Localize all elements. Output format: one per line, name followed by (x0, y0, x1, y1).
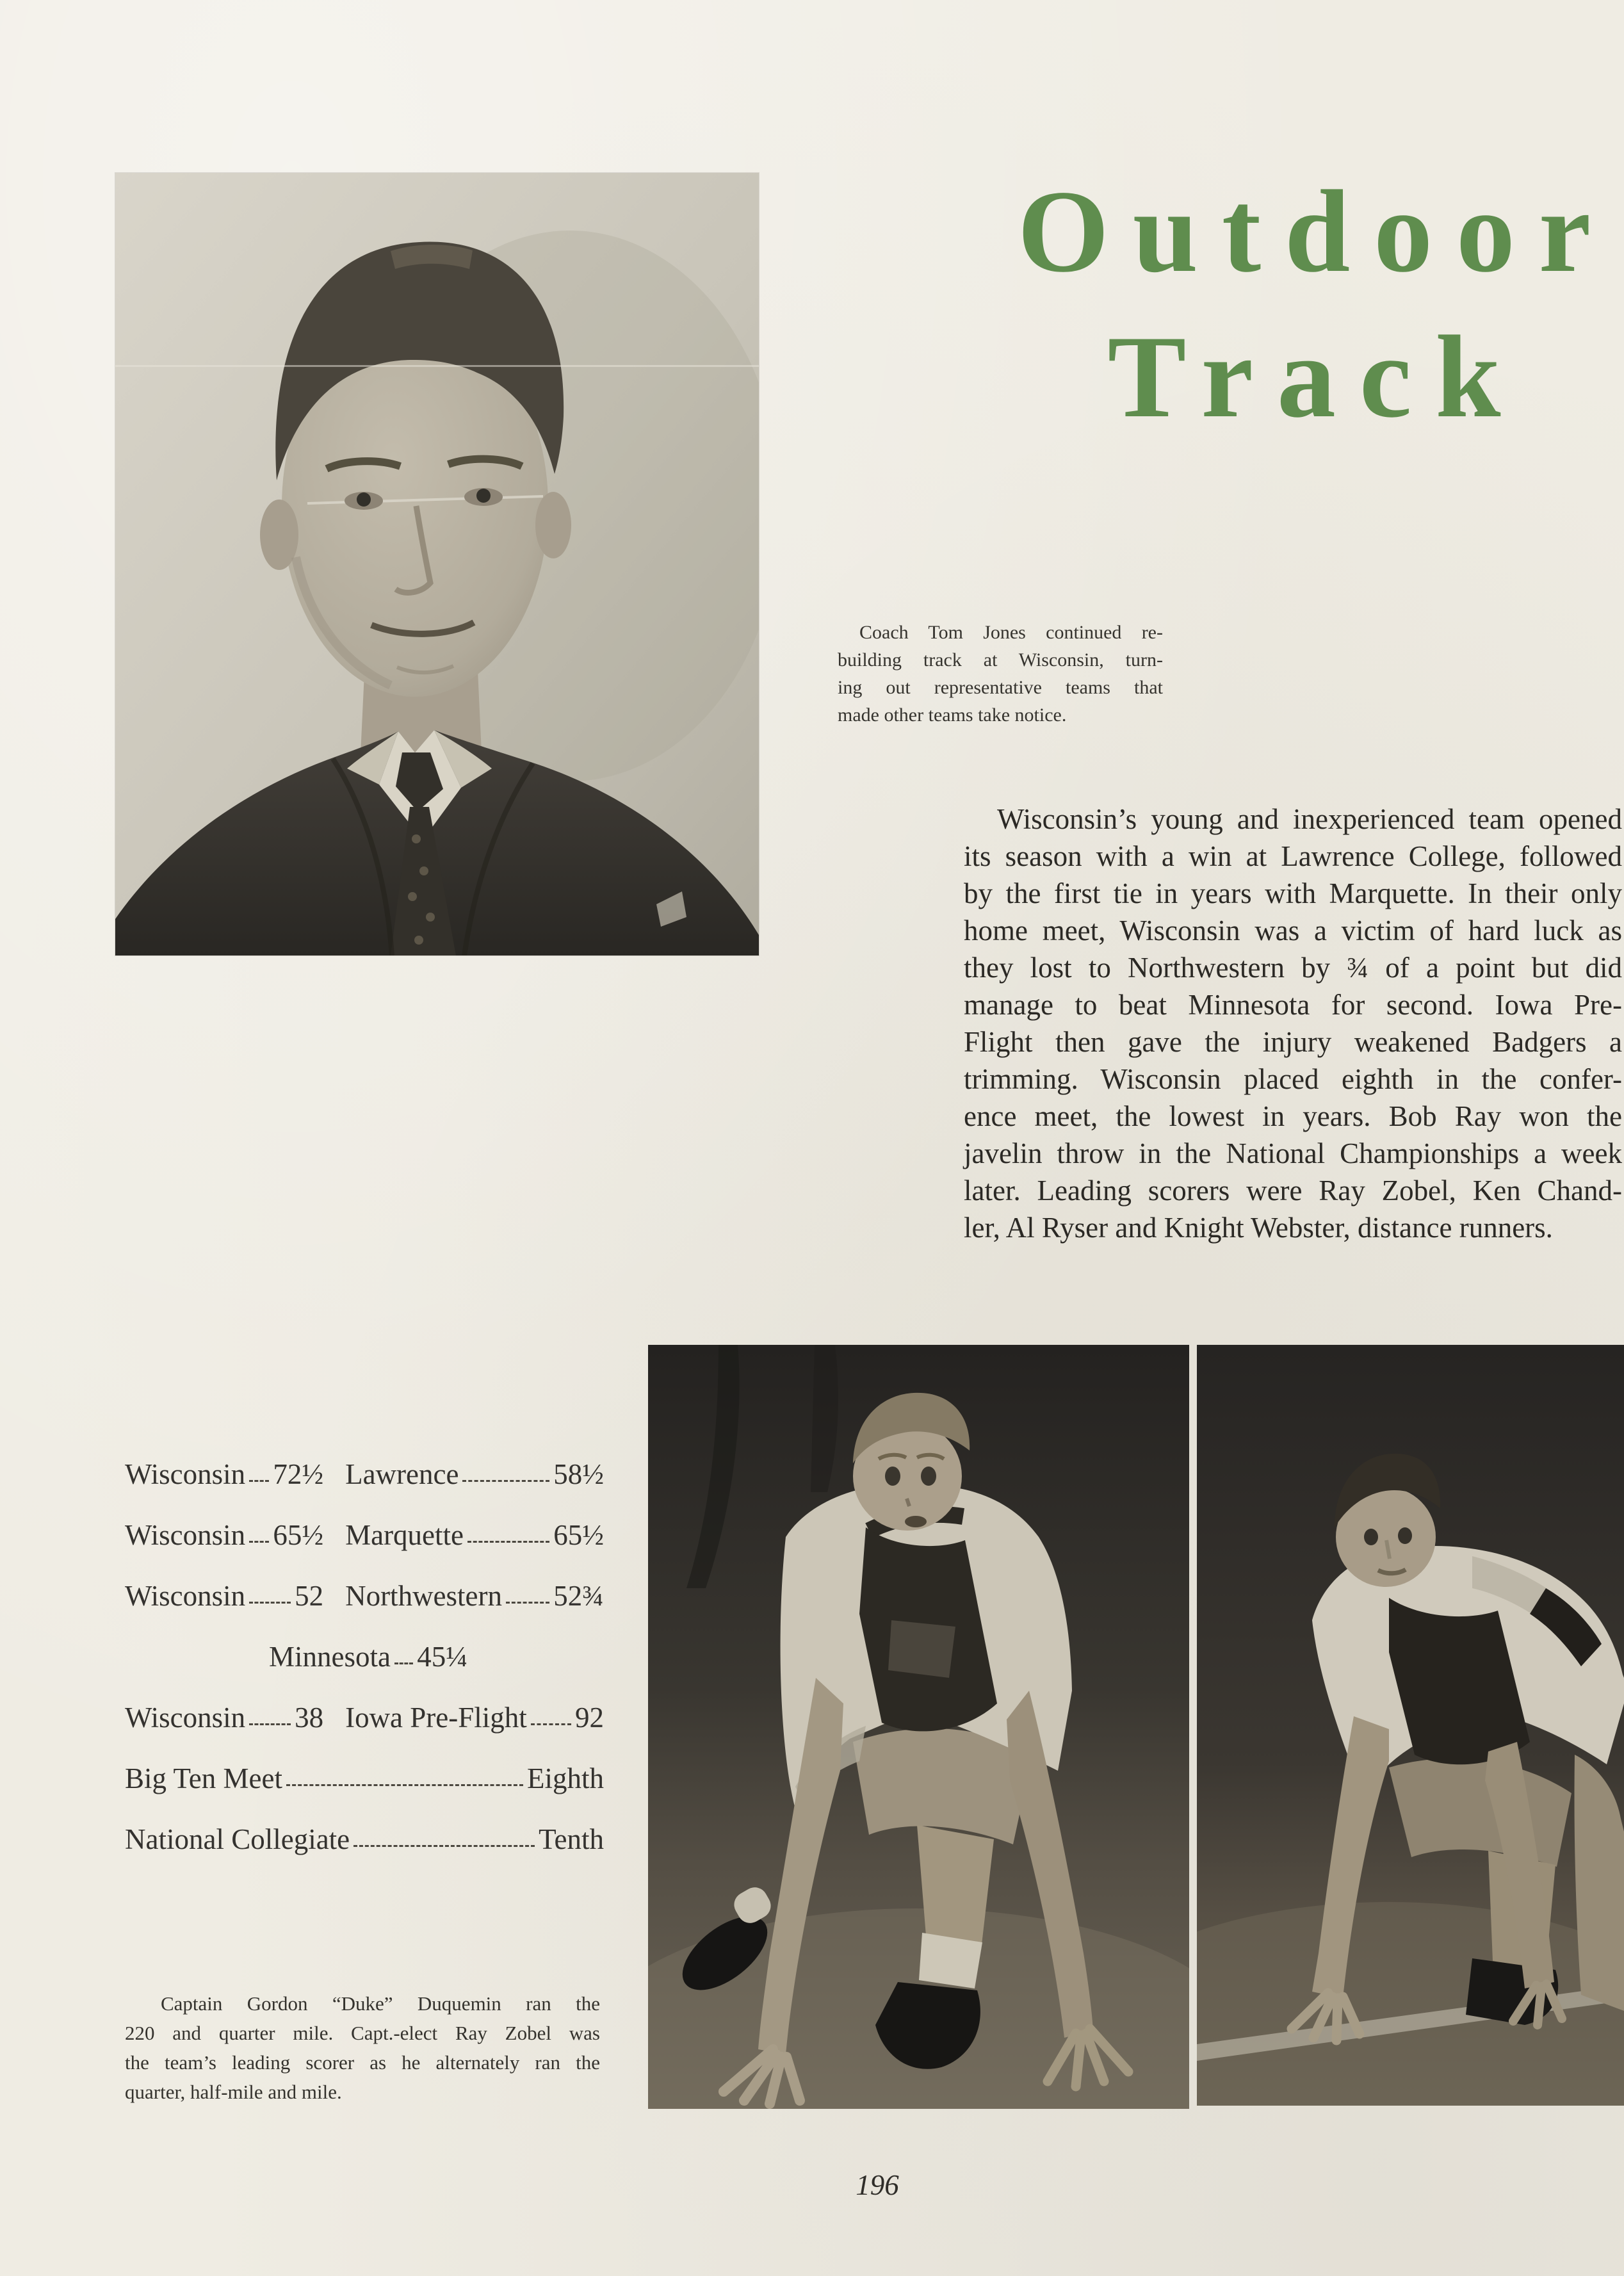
text-line: 220 and quarter mile. Capt.-elect Ray Zobel was (125, 2022, 600, 2044)
team-label: Big Ten Meet (125, 1762, 282, 1794)
team-label: Northwestern (345, 1580, 503, 1612)
team-score: Tenth (539, 1823, 604, 1855)
score-row (125, 1640, 604, 1672)
dotted-leader (467, 1541, 549, 1543)
dotted-leader (462, 1480, 549, 1482)
text-line: quarter, half-mile and mile. (125, 2081, 342, 2103)
dotted-leader (249, 1541, 269, 1543)
text-line: ence meet, the lowest in years. Bob Ray won the (964, 1100, 1622, 1132)
dotted-leader (531, 1723, 571, 1725)
team-label: Wisconsin (125, 1702, 246, 1734)
team-score: 65½ (273, 1519, 324, 1551)
score-row (125, 1518, 604, 1550)
text-line: manage to beat Minnesota for second. Iowa Pre- (964, 989, 1622, 1021)
eye (885, 1467, 900, 1486)
score-cell (125, 1701, 345, 1733)
score-cell (125, 1762, 604, 1794)
bib (888, 1620, 955, 1678)
score-cell (345, 1701, 604, 1733)
score-cell (125, 1579, 345, 1611)
season-summary-paragraph (964, 801, 1622, 1246)
score-row (125, 1458, 604, 1490)
dotted-leader (286, 1784, 523, 1786)
score-cell (345, 1579, 604, 1611)
eye (1364, 1529, 1378, 1545)
text-line: Wisconsin’s young and inexperienced team opened (997, 803, 1622, 835)
text-line: its season with a win at Lawrence College, followed (964, 840, 1622, 872)
text-line: ing out representative teams that (838, 677, 1163, 698)
text-line: they lost to Northwestern by ¾ of a point but did (964, 952, 1622, 984)
text-line: the team’s leading scorer as he alternately ran the (125, 2051, 600, 2074)
runner-photo-right (1197, 1345, 1624, 2106)
page-title (993, 159, 1624, 450)
runner-photo-left (648, 1345, 1189, 2109)
team-score: 52¾ (553, 1580, 604, 1612)
team-label: Wisconsin (125, 1519, 246, 1551)
dotted-leader (249, 1480, 269, 1482)
team-label: Marquette (345, 1519, 464, 1551)
eye (921, 1467, 936, 1486)
team-label: Iowa Pre-Flight (345, 1702, 527, 1734)
eye (1398, 1527, 1412, 1544)
score-cell (345, 1518, 604, 1550)
text-line: later. Leading scorers were Ray Zobel, Ken Chand- (964, 1175, 1622, 1207)
captain-caption (125, 1989, 600, 2107)
text-line: home meet, Wisconsin was a victim of hard luck as (964, 914, 1622, 947)
page-title-line1: Outdoor (1017, 166, 1615, 297)
eye (357, 492, 371, 507)
dotted-leader (249, 1602, 291, 1604)
team-label: Minnesota (269, 1641, 391, 1673)
text-line: Captain Gordon “Duke” Duquemin ran the (161, 1992, 600, 2015)
team-label: National Collegiate (125, 1823, 350, 1855)
text-line: building track at Wisconsin, turn- (838, 649, 1163, 671)
team-label: Lawrence (345, 1458, 459, 1490)
team-label: Wisconsin (125, 1458, 246, 1490)
dotted-leader (506, 1602, 549, 1604)
coach-caption (838, 619, 1163, 729)
score-table (125, 1458, 604, 1883)
text-line: javelin throw in the National Championships a week (964, 1137, 1622, 1169)
team-score: 72½ (273, 1458, 324, 1490)
eye (476, 489, 491, 503)
score-cell (125, 1518, 345, 1550)
team-score: 92 (575, 1702, 604, 1734)
front-sock (919, 1933, 982, 1988)
mouth (905, 1516, 927, 1527)
score-cell (125, 1823, 604, 1855)
page-title-line2: Track (1107, 311, 1525, 442)
team-score: 58½ (553, 1458, 604, 1490)
team-score: 38 (295, 1702, 324, 1734)
scan-scratch (115, 365, 759, 367)
score-cell (125, 1458, 345, 1490)
team-score: Eighth (527, 1762, 604, 1794)
team-score: 52 (295, 1580, 324, 1612)
page-number: 196 (856, 2169, 899, 2201)
team-score: 45¼ (417, 1641, 467, 1673)
score-row (125, 1762, 604, 1794)
coach-portrait-photo (115, 173, 759, 955)
score-row (125, 1579, 604, 1611)
text-line: made other teams take notice. (838, 704, 1067, 726)
score-cell (345, 1458, 604, 1490)
team-score: 65½ (553, 1519, 604, 1551)
text-line: trimming. Wisconsin placed eighth in the confer- (964, 1063, 1622, 1095)
text-line: ler, Al Ryser and Knight Webster, distance runners. (964, 1212, 1553, 1244)
score-row (125, 1823, 604, 1855)
text-line: by the first tie in years with Marquette. In their only (964, 877, 1622, 909)
team-label: Wisconsin (125, 1580, 246, 1612)
text-line: Flight then gave the injury weakened Badgers a (964, 1026, 1622, 1058)
text-line: Coach Tom Jones continued re- (859, 622, 1163, 643)
front-shin (917, 1825, 994, 1950)
score-cell (269, 1640, 467, 1672)
score-row (125, 1701, 604, 1733)
dotted-leader (249, 1723, 291, 1725)
dotted-leader (394, 1662, 413, 1664)
dotted-leader (353, 1845, 535, 1847)
